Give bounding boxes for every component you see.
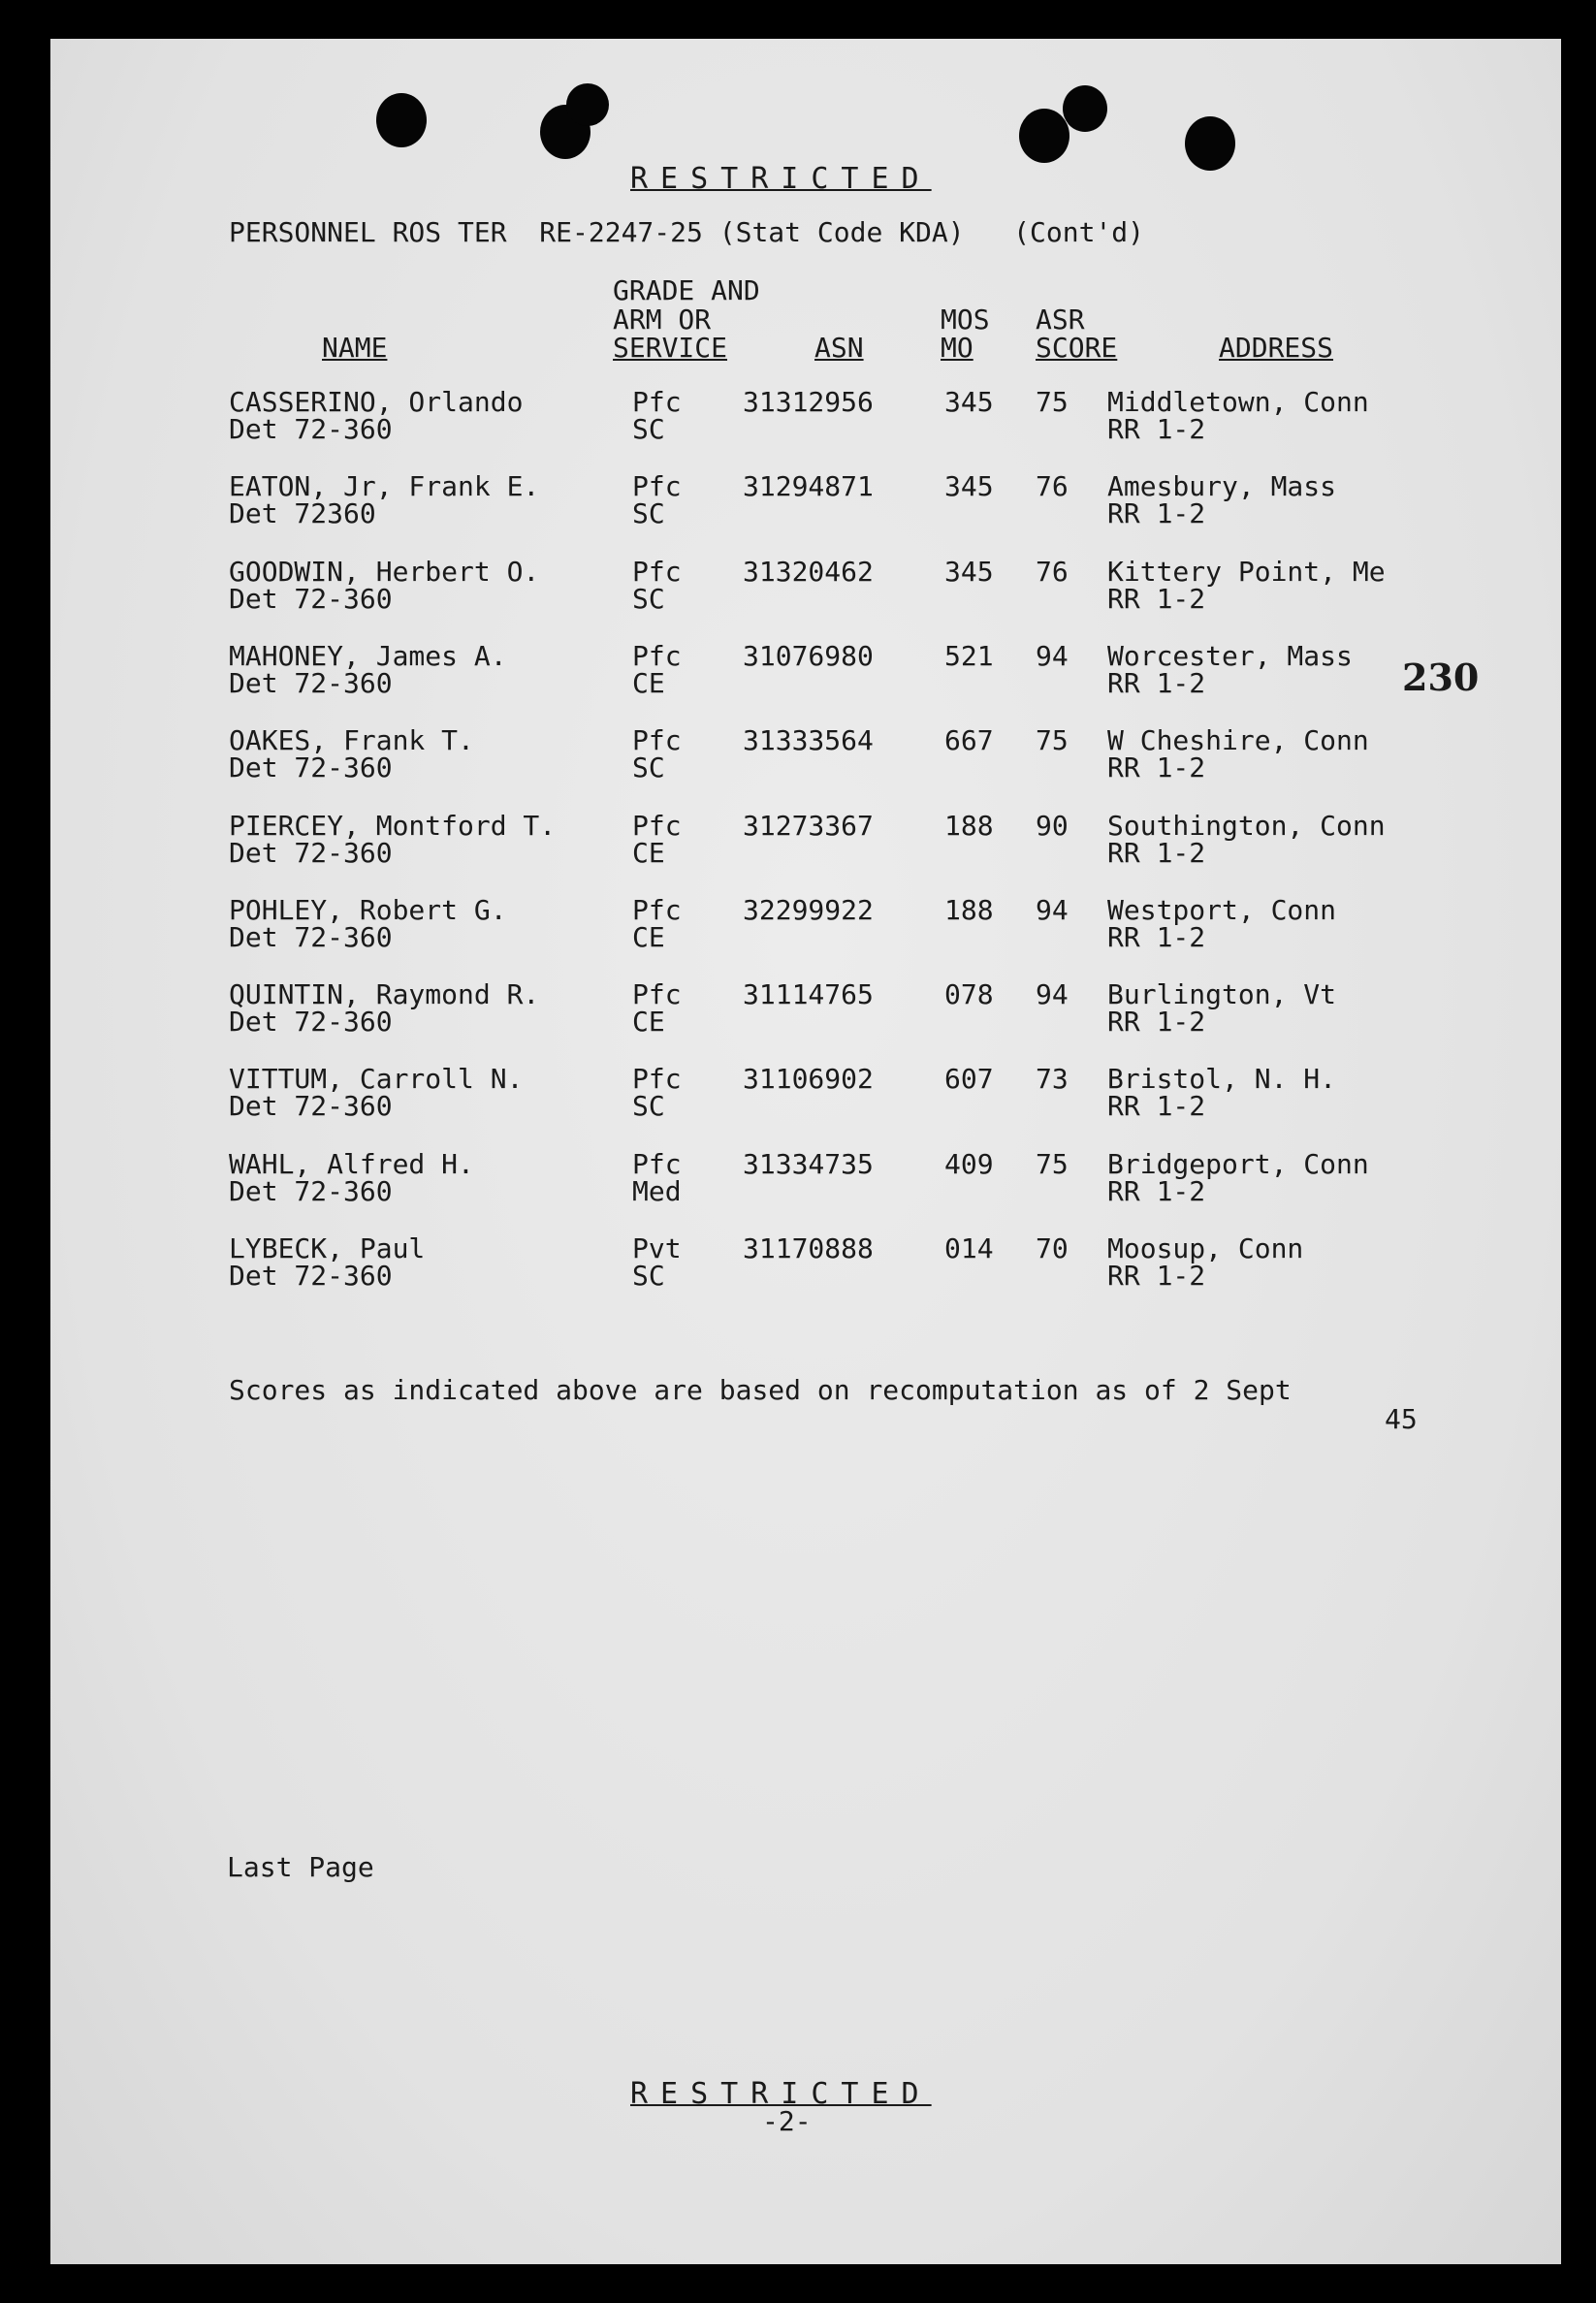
punch-hole xyxy=(566,83,609,126)
row-unit: Det 72-360 xyxy=(229,752,393,784)
row-service: SC xyxy=(632,752,665,784)
row-address-rr: RR 1-2 xyxy=(1107,1090,1206,1123)
col-name: NAME xyxy=(322,332,388,364)
last-page-note: Last Page xyxy=(227,1851,374,1883)
row-unit: Det 72-360 xyxy=(229,1174,393,1207)
row-name: EATON, Jr, Frank E. xyxy=(229,470,540,503)
roster-title: PERSONNEL ROS TER RE-2247-25 (Stat Code KDA) (Cont'd) xyxy=(229,216,1145,248)
row-address-rr: RR 1-2 xyxy=(1107,752,1206,784)
row-name: OAKES, Frank T. xyxy=(229,724,474,757)
row-service: CE xyxy=(632,666,665,699)
row-mos: 409 xyxy=(944,1147,994,1180)
col-asr-line1: ASR xyxy=(1036,304,1085,336)
row-asr-score: 94 xyxy=(1036,978,1069,1011)
row-unit: Det 72-360 xyxy=(229,666,393,699)
row-service: SC xyxy=(632,413,665,445)
row-mos: 188 xyxy=(944,809,994,842)
row-unit: Det 72-360 xyxy=(229,836,393,869)
row-asr-score: 73 xyxy=(1036,1063,1069,1096)
row-address-city: Middletown, Conn xyxy=(1107,386,1369,418)
row-name: POHLEY, Robert G. xyxy=(229,893,507,926)
punch-hole xyxy=(1063,85,1107,132)
footnote-line1: Scores as indicated above are based on recomputation as of 2 Sept xyxy=(229,1374,1292,1406)
row-asr-score: 75 xyxy=(1036,724,1069,757)
row-address-rr: RR 1-2 xyxy=(1107,582,1206,615)
row-mos: 345 xyxy=(944,470,994,503)
row-asn: 31312956 xyxy=(743,386,874,418)
row-grade: Pfc xyxy=(632,978,682,1011)
row-asn: 31106902 xyxy=(743,1063,874,1096)
row-service: Med xyxy=(632,1174,682,1207)
classification-header: RESTRICTED xyxy=(630,162,932,196)
row-grade: Pfc xyxy=(632,1063,682,1096)
row-unit: Det 72-360 xyxy=(229,1260,393,1292)
row-grade: Pfc xyxy=(632,1147,682,1180)
row-unit: Det 72360 xyxy=(229,497,376,530)
row-asr-score: 75 xyxy=(1036,386,1069,418)
row-address-city: Burlington, Vt xyxy=(1107,978,1337,1011)
row-address-city: Bristol, N. H. xyxy=(1107,1063,1337,1096)
col-grade-line2: ARM OR xyxy=(613,304,712,336)
row-unit: Det 72-360 xyxy=(229,1090,393,1123)
row-mos: 078 xyxy=(944,978,994,1011)
row-address-rr: RR 1-2 xyxy=(1107,1174,1206,1207)
row-grade: Pfc xyxy=(632,809,682,842)
row-mos: 667 xyxy=(944,724,994,757)
handwritten-page-number: 230 xyxy=(1402,656,1480,699)
row-asr-score: 70 xyxy=(1036,1232,1069,1264)
row-unit: Det 72-360 xyxy=(229,582,393,615)
row-asr-score: 94 xyxy=(1036,639,1069,672)
row-asn: 31273367 xyxy=(743,809,874,842)
punch-hole xyxy=(1019,109,1069,163)
row-address-city: Kittery Point, Me xyxy=(1107,555,1386,588)
row-name: LYBECK, Paul xyxy=(229,1232,426,1264)
punch-hole xyxy=(376,93,427,147)
row-service: SC xyxy=(632,1090,665,1123)
row-mos: 345 xyxy=(944,555,994,588)
row-service: SC xyxy=(632,497,665,530)
row-address-city: Bridgeport, Conn xyxy=(1107,1147,1369,1180)
row-service: CE xyxy=(632,836,665,869)
row-name: WAHL, Alfred H. xyxy=(229,1147,474,1180)
row-address-city: Moosup, Conn xyxy=(1107,1232,1304,1264)
row-grade: Pfc xyxy=(632,386,682,418)
row-address-rr: RR 1-2 xyxy=(1107,920,1206,953)
row-grade: Pfc xyxy=(632,639,682,672)
row-mos: 188 xyxy=(944,893,994,926)
row-service: SC xyxy=(632,1260,665,1292)
row-service: SC xyxy=(632,582,665,615)
punch-hole xyxy=(1185,116,1235,171)
col-asr-line2: SCORE xyxy=(1036,332,1118,364)
row-mos: 521 xyxy=(944,639,994,672)
row-name: CASSERINO, Orlando xyxy=(229,386,524,418)
row-unit: Det 72-360 xyxy=(229,413,393,445)
row-asr-score: 75 xyxy=(1036,1147,1069,1180)
row-address-city: Southington, Conn xyxy=(1107,809,1386,842)
row-address-rr: RR 1-2 xyxy=(1107,1006,1206,1039)
row-address-rr: RR 1-2 xyxy=(1107,666,1206,699)
row-unit: Det 72-360 xyxy=(229,1006,393,1039)
row-asr-score: 76 xyxy=(1036,555,1069,588)
row-address-city: Worcester, Mass xyxy=(1107,639,1353,672)
row-address-city: Westport, Conn xyxy=(1107,893,1337,926)
row-grade: Pfc xyxy=(632,893,682,926)
row-asn: 31320462 xyxy=(743,555,874,588)
row-name: VITTUM, Carroll N. xyxy=(229,1063,524,1096)
row-mos: 014 xyxy=(944,1232,994,1264)
row-asn: 32299922 xyxy=(743,893,874,926)
row-unit: Det 72-360 xyxy=(229,920,393,953)
row-asn: 31114765 xyxy=(743,978,874,1011)
row-asr-score: 76 xyxy=(1036,470,1069,503)
page-number: -2- xyxy=(762,2105,812,2137)
row-asn: 31170888 xyxy=(743,1232,874,1264)
row-address-rr: RR 1-2 xyxy=(1107,1260,1206,1292)
row-mos: 607 xyxy=(944,1063,994,1096)
row-service: CE xyxy=(632,1006,665,1039)
classification-footer: RESTRICTED xyxy=(630,2077,932,2111)
row-address-rr: RR 1-2 xyxy=(1107,836,1206,869)
row-asr-score: 90 xyxy=(1036,809,1069,842)
col-asn: ASN xyxy=(814,332,864,364)
row-name: PIERCEY, Montford T. xyxy=(229,809,557,842)
footnote-line2: 45 xyxy=(1385,1403,1418,1435)
row-service: CE xyxy=(632,920,665,953)
row-name: QUINTIN, Raymond R. xyxy=(229,978,540,1011)
row-address-city: Amesbury, Mass xyxy=(1107,470,1337,503)
col-address: ADDRESS xyxy=(1219,332,1334,364)
row-grade: Pfc xyxy=(632,555,682,588)
col-mos-line2: MO xyxy=(941,332,974,364)
row-grade: Pvt xyxy=(632,1232,682,1264)
row-grade: Pfc xyxy=(632,470,682,503)
row-asr-score: 94 xyxy=(1036,893,1069,926)
col-grade-line3: SERVICE xyxy=(613,332,728,364)
col-grade-line1: GRADE AND xyxy=(613,274,760,306)
row-name: GOODWIN, Herbert O. xyxy=(229,555,540,588)
row-address-rr: RR 1-2 xyxy=(1107,497,1206,530)
row-grade: Pfc xyxy=(632,724,682,757)
col-mos-line1: MOS xyxy=(941,304,990,336)
row-mos: 345 xyxy=(944,386,994,418)
row-asn: 31333564 xyxy=(743,724,874,757)
row-address-rr: RR 1-2 xyxy=(1107,413,1206,445)
row-asn: 31334735 xyxy=(743,1147,874,1180)
row-address-city: W Cheshire, Conn xyxy=(1107,724,1369,757)
row-asn: 31294871 xyxy=(743,470,874,503)
row-name: MAHONEY, James A. xyxy=(229,639,507,672)
row-asn: 31076980 xyxy=(743,639,874,672)
